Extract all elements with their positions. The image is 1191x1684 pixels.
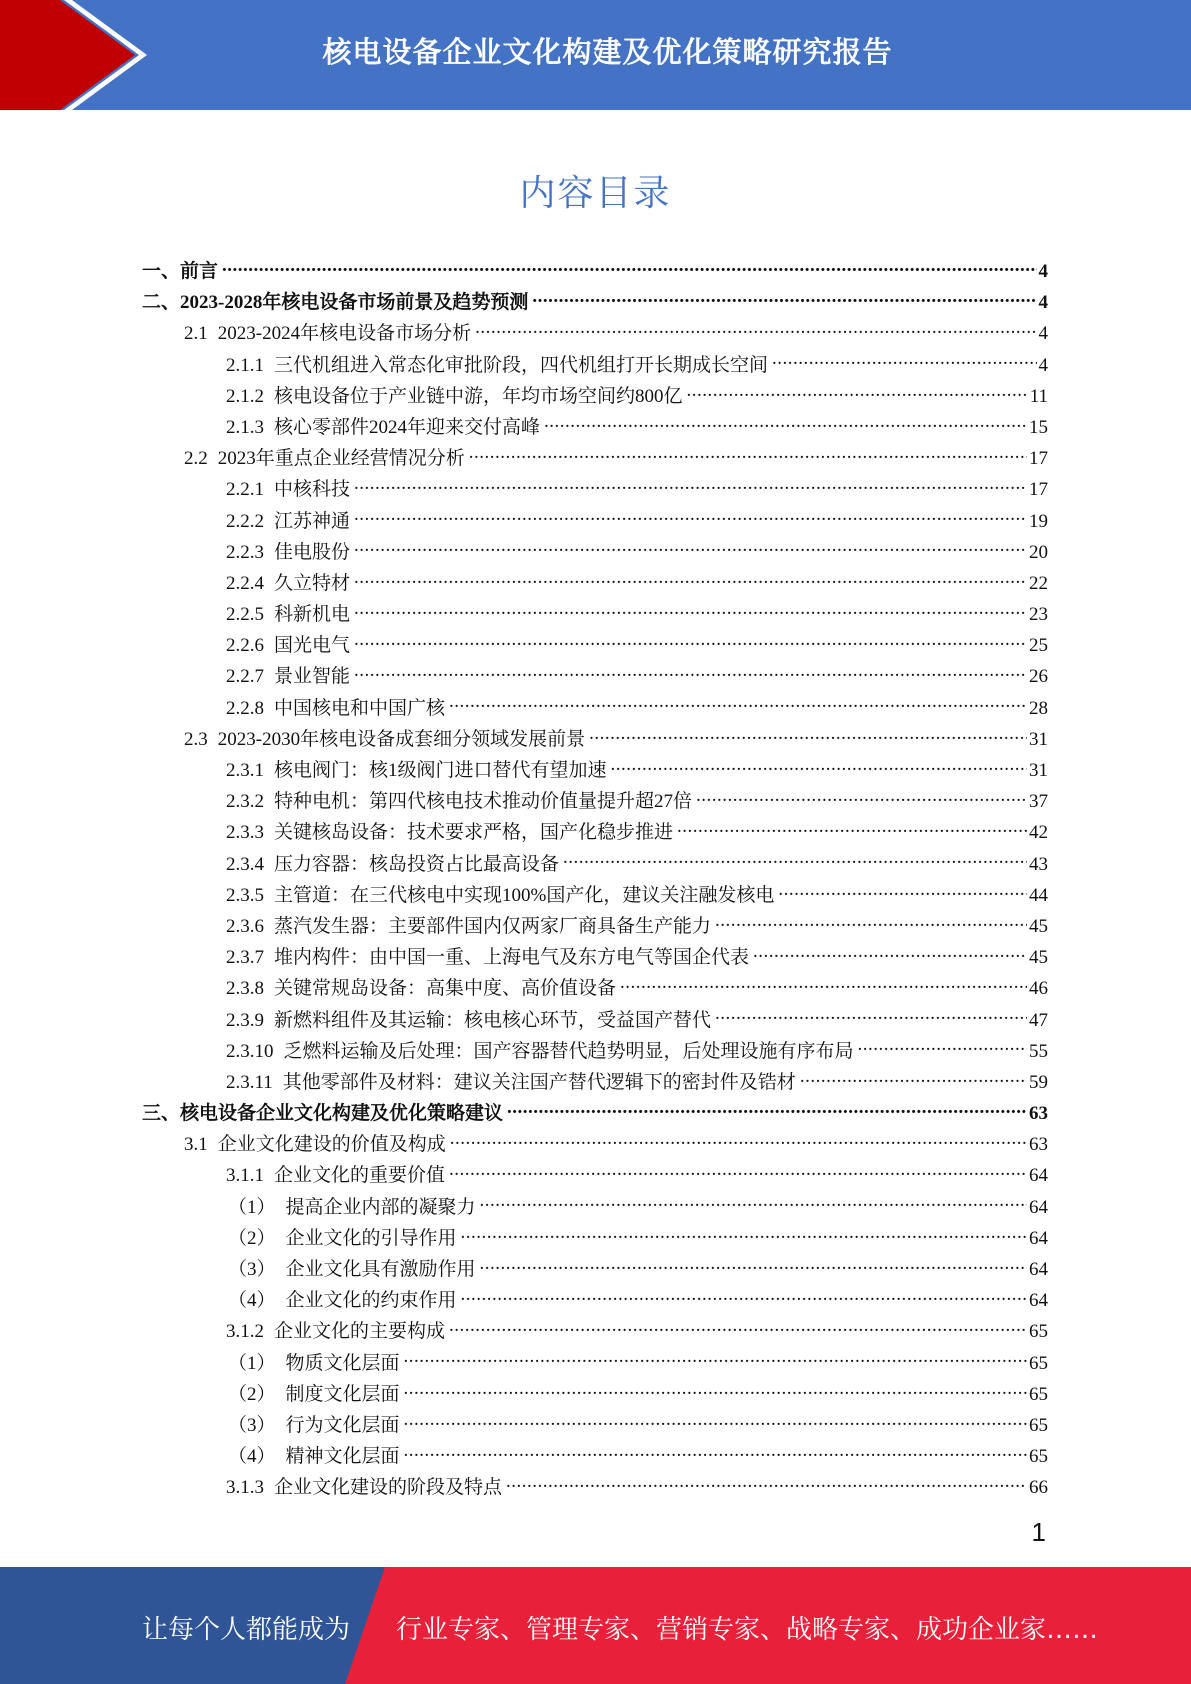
toc-entry-number: 三、 xyxy=(142,1103,181,1125)
toc-dot-leader xyxy=(480,1194,1027,1213)
toc-entry-number: 3.1.2 xyxy=(226,1321,264,1343)
toc-dot-leader xyxy=(222,258,1036,277)
toc-entry-page: 11 xyxy=(1029,385,1048,407)
toc-entry-page: 65 xyxy=(1029,1414,1048,1436)
report-title: 核电设备企业文化构建及优化策略研究报告 xyxy=(322,35,893,69)
toc-entry-page: 65 xyxy=(1029,1321,1048,1343)
toc-entry-number: 2.3.3 xyxy=(226,822,264,844)
toc-dot-leader xyxy=(354,570,1027,589)
toc-entry[interactable] xyxy=(142,474,1048,505)
toc-entry-page: 43 xyxy=(1029,853,1048,875)
toc-entry[interactable] xyxy=(142,1410,1048,1441)
toc-entry-number: 2.2.5 xyxy=(226,604,264,626)
toc-entry-page: 64 xyxy=(1029,1196,1048,1218)
toc-entry-title: 核电阀门：核1级阀门进口替代有望加速 xyxy=(274,760,607,781)
toc-entry[interactable] xyxy=(142,537,1048,568)
toc-entry-number: 2.1 xyxy=(184,323,208,345)
toc-entry[interactable] xyxy=(142,1067,1048,1098)
toc-entry[interactable] xyxy=(142,661,1048,692)
toc-entry-page: 66 xyxy=(1029,1477,1048,1499)
toc-entry-number: 二、 xyxy=(142,292,181,314)
toc-entry[interactable] xyxy=(142,911,1048,942)
toc-heading: 内容目录 xyxy=(519,173,672,214)
toc-entry-number: 2.2.7 xyxy=(226,666,264,688)
toc-entry-number: 2.3.5 xyxy=(226,884,264,906)
toc-entry-number: 3.1 xyxy=(184,1134,208,1156)
toc-entry-title: 提高企业内部的凝聚力 xyxy=(285,1196,476,1218)
toc-entry-title: 关键常规岛设备：高集中度、高价值设备 xyxy=(274,978,617,1000)
toc-dot-leader xyxy=(450,1131,1027,1150)
toc-entry[interactable] xyxy=(142,1098,1048,1129)
toc-entry[interactable] xyxy=(142,1005,1048,1036)
toc-entry-page: 25 xyxy=(1029,635,1048,657)
toc-entry-number: （3） xyxy=(228,1414,276,1436)
toc-entry-title: 企业文化具有激励作用 xyxy=(285,1259,476,1280)
toc-entry-title: 企业文化的重要价值 xyxy=(274,1165,446,1187)
toc-entry-title: 行为文化层面 xyxy=(285,1414,400,1436)
toc-entry-number: 2.3.7 xyxy=(226,947,264,969)
toc-entry[interactable] xyxy=(142,630,1048,661)
toc-entry-title: 中核科技 xyxy=(274,479,351,501)
report-header-banner xyxy=(0,0,1191,110)
toc-entry-number: 2.2 xyxy=(184,448,208,470)
toc-dot-leader xyxy=(461,1225,1027,1244)
toc-entry-number: 2.3.6 xyxy=(226,915,264,937)
toc-entry-title: 2023-2030年核电设备成套细分领域发展前景 xyxy=(217,728,586,750)
toc-entry-number: 2.2.1 xyxy=(226,479,264,501)
toc-entry-title: 国光电气 xyxy=(274,635,351,657)
toc-entry-title: 企业文化的主要构成 xyxy=(274,1321,446,1343)
toc-entry-title: 企业文化建设的阶段及特点 xyxy=(274,1477,503,1499)
toc-entry-number: （1） xyxy=(228,1196,276,1218)
toc-entry-page: 65 xyxy=(1029,1446,1048,1468)
toc-entry-page: 45 xyxy=(1029,947,1048,969)
toc-entry-title: 久立特材 xyxy=(274,572,351,594)
toc-entry-title: 江苏神通 xyxy=(274,510,351,532)
page-number: 1 xyxy=(1031,1517,1046,1547)
toc-entry[interactable] xyxy=(142,1254,1048,1285)
toc-entry-page: 28 xyxy=(1029,697,1048,719)
toc-entry[interactable] xyxy=(142,1285,1048,1316)
toc-entry-page: 15 xyxy=(1029,416,1048,438)
toc-entry-number: 2.3.10 xyxy=(226,1040,274,1062)
toc-dot-leader xyxy=(715,1007,1027,1026)
toc-dot-leader xyxy=(589,726,1027,745)
toc-entry[interactable] xyxy=(142,693,1048,724)
toc-dot-leader xyxy=(715,913,1027,932)
toc-entry-number: 2.3.1 xyxy=(226,760,264,781)
toc-dot-leader xyxy=(506,1474,1027,1493)
toc-dot-leader xyxy=(687,383,1028,402)
toc-entry-number: 2.3.11 xyxy=(226,1071,273,1093)
toc-dot-leader xyxy=(354,539,1027,558)
toc-entry[interactable] xyxy=(142,973,1048,1004)
toc-dot-leader xyxy=(354,632,1027,651)
toc-entry-title: 核电设备位于产业链中游，年均市场空间约800亿 xyxy=(274,385,683,407)
toc-entry-title: 2023-2024年核电设备市场分析 xyxy=(217,323,472,345)
toc-entry-page: 64 xyxy=(1029,1290,1048,1312)
toc-entry-page: 59 xyxy=(1029,1071,1048,1093)
toc-entry-page: 19 xyxy=(1029,510,1048,532)
toc-dot-leader xyxy=(404,1443,1027,1462)
toc-entry-title: 核电设备企业文化构建及优化策略建议 xyxy=(180,1103,504,1125)
toc-entry-page: 65 xyxy=(1029,1352,1048,1374)
toc-entry-page: 64 xyxy=(1029,1259,1048,1280)
toc-dot-leader xyxy=(532,289,1036,308)
toc-dot-leader xyxy=(772,352,1036,371)
toc-entry-number: 2.3.9 xyxy=(226,1009,264,1031)
footer-banner xyxy=(0,1567,1191,1684)
toc-dot-leader xyxy=(696,788,1027,807)
toc-dot-leader xyxy=(544,414,1027,433)
toc-dot-leader xyxy=(354,663,1027,682)
toc-entry-number: （3） xyxy=(228,1259,276,1280)
toc-entry[interactable] xyxy=(142,318,1048,349)
toc-entry[interactable] xyxy=(142,412,1048,443)
toc-entry-title: 制度文化层面 xyxy=(285,1383,400,1405)
toc-entry-number: 2.3 xyxy=(184,728,208,750)
toc-entry-title: 科新机电 xyxy=(274,604,351,626)
table-of-contents xyxy=(142,256,1048,1504)
toc-entry-title: 2023-2028年核电设备市场前景及趋势预测 xyxy=(180,292,529,314)
toc-entry-page: 4 xyxy=(1038,323,1048,345)
toc-dot-leader xyxy=(354,601,1027,620)
toc-entry[interactable] xyxy=(142,1129,1048,1160)
toc-dot-leader xyxy=(778,882,1027,901)
toc-entry-page: 63 xyxy=(1029,1103,1048,1125)
toc-entry-number: 2.2.4 xyxy=(226,572,264,594)
toc-dot-leader xyxy=(753,944,1027,963)
toc-entry-number: 3.1.1 xyxy=(226,1165,264,1187)
toc-dot-leader xyxy=(475,320,1036,339)
toc-entry-title: 其他零部件及材料：建议关注国产替代逻辑下的密封件及锆材 xyxy=(282,1071,796,1093)
toc-dot-leader xyxy=(449,1162,1027,1181)
toc-entry-title: 新燃料组件及其运输：核电核心环节，受益国产替代 xyxy=(274,1009,712,1031)
toc-entry[interactable] xyxy=(142,1192,1048,1223)
toc-entry-page: 65 xyxy=(1029,1383,1048,1405)
toc-entry[interactable] xyxy=(142,506,1048,537)
toc-entry-page: 23 xyxy=(1029,604,1048,626)
toc-entry[interactable] xyxy=(142,1379,1048,1410)
toc-entry[interactable] xyxy=(142,443,1048,474)
toc-entry-number: 一、 xyxy=(142,261,181,282)
toc-entry-number: （4） xyxy=(228,1290,276,1312)
toc-entry-title: 2023年重点企业经营情况分析 xyxy=(217,448,465,470)
toc-entry-page: 47 xyxy=(1029,1009,1048,1031)
toc-entry-page: 45 xyxy=(1029,915,1048,937)
toc-dot-leader xyxy=(449,695,1027,714)
toc-dot-leader xyxy=(469,445,1027,464)
toc-entry[interactable] xyxy=(142,786,1048,817)
toc-entry[interactable] xyxy=(142,568,1048,599)
toc-entry-page: 64 xyxy=(1029,1227,1048,1249)
toc-dot-leader xyxy=(507,1100,1027,1119)
toc-entry[interactable] xyxy=(142,942,1048,973)
toc-entry-title: 精神文化层面 xyxy=(285,1446,400,1468)
toc-entry-number: （2） xyxy=(228,1383,276,1405)
toc-entry-title: 堆内构件：由中国一重、上海电气及东方电气等国企代表 xyxy=(274,947,750,969)
toc-dot-leader xyxy=(611,757,1027,776)
toc-entry[interactable] xyxy=(142,849,1048,880)
toc-entry-number: 2.3.4 xyxy=(226,853,264,875)
toc-dot-leader xyxy=(354,508,1027,527)
toc-entry[interactable] xyxy=(142,1472,1048,1503)
toc-entry-number: 2.2.2 xyxy=(226,510,264,532)
toc-entry[interactable] xyxy=(142,880,1048,911)
toc-dot-leader xyxy=(404,1412,1027,1431)
toc-entry-page: 31 xyxy=(1029,728,1048,750)
toc-entry-page: 26 xyxy=(1029,666,1048,688)
toc-entry-page: 37 xyxy=(1029,791,1048,813)
toc-dot-leader xyxy=(404,1350,1027,1369)
toc-entry[interactable] xyxy=(142,817,1048,848)
footer-slogan-left: 让每个人都能成为 xyxy=(142,1615,351,1645)
toc-dot-leader xyxy=(677,819,1027,838)
toc-entry[interactable] xyxy=(142,599,1048,630)
toc-entry-number: （4） xyxy=(228,1446,276,1468)
toc-entry[interactable] xyxy=(142,287,1048,318)
toc-entry-page: 4 xyxy=(1038,261,1048,282)
toc-entry[interactable] xyxy=(142,724,1048,755)
toc-entry-title: 特种电机：第四代核电技术推动价值量提升超27倍 xyxy=(274,791,693,813)
toc-entry-number: 2.2.8 xyxy=(226,697,264,719)
toc-entry-title: 企业文化的约束作用 xyxy=(285,1290,457,1312)
toc-entry-title: 乏燃料运输及后处理：国产容器替代趋势明显，后处理设施有序布局 xyxy=(283,1040,854,1062)
toc-entry-number: （2） xyxy=(228,1227,276,1249)
toc-entry-title: 前言 xyxy=(180,261,219,282)
toc-entry-page: 46 xyxy=(1029,978,1048,1000)
toc-entry-page: 4 xyxy=(1038,354,1048,376)
toc-entry-number: 2.1.1 xyxy=(226,354,264,376)
toc-dot-leader xyxy=(354,476,1027,495)
toc-entry-title: 核心零部件2024年迎来交付高峰 xyxy=(274,416,541,438)
toc-entry-page: 64 xyxy=(1029,1165,1048,1187)
toc-dot-leader xyxy=(480,1256,1027,1275)
footer-slogan-right: 行业专家、管理专家、营销专家、战略专家、成功企业家…… xyxy=(396,1615,1099,1645)
toc-entry-number: 2.1.3 xyxy=(226,416,264,438)
toc-entry-page: 20 xyxy=(1029,541,1048,563)
toc-entry-page: 42 xyxy=(1029,822,1048,844)
toc-entry[interactable] xyxy=(142,1223,1048,1254)
toc-dot-leader xyxy=(563,851,1027,870)
toc-entry-title: 佳电股份 xyxy=(274,541,351,563)
toc-entry[interactable] xyxy=(142,1036,1048,1067)
toc-entry-title: 关键核岛设备：技术要求严格，国产化稳步推进 xyxy=(274,822,674,844)
toc-dot-leader xyxy=(800,1069,1027,1088)
toc-entry[interactable] xyxy=(142,350,1048,381)
toc-entry-number: 2.3.8 xyxy=(226,978,264,1000)
toc-entry[interactable] xyxy=(142,1441,1048,1472)
toc-entry[interactable] xyxy=(142,1160,1048,1191)
toc-entry-page: 63 xyxy=(1029,1134,1048,1156)
toc-entry-number: 2.2.6 xyxy=(226,635,264,657)
toc-entry-number: （1） xyxy=(228,1352,276,1374)
toc-entry-page: 4 xyxy=(1038,292,1048,314)
toc-entry-title: 企业文化建设的价值及构成 xyxy=(217,1134,446,1156)
toc-entry[interactable] xyxy=(142,381,1048,412)
toc-entry-page: 44 xyxy=(1029,884,1048,906)
toc-entry-title: 三代机组进入常态化审批阶段，四代机组打开长期成长空间 xyxy=(274,354,769,376)
toc-entry-title: 景业智能 xyxy=(274,666,351,688)
toc-entry[interactable] xyxy=(142,1348,1048,1379)
toc-dot-leader xyxy=(620,975,1027,994)
toc-dot-leader xyxy=(449,1318,1027,1337)
toc-entry-number: 2.3.2 xyxy=(226,791,264,813)
toc-dot-leader xyxy=(858,1038,1027,1057)
toc-entry-page: 17 xyxy=(1029,448,1048,470)
toc-entry[interactable] xyxy=(142,1316,1048,1347)
toc-entry[interactable] xyxy=(142,256,1048,287)
toc-entry-title: 蒸汽发生器：主要部件国内仅两家厂商具备生产能力 xyxy=(274,915,712,937)
toc-entry-title: 主管道：在三代核电中实现100%国产化，建议关注融发核电 xyxy=(274,884,775,906)
toc-entry-number: 2.2.3 xyxy=(226,541,264,563)
toc-entry-page: 17 xyxy=(1029,479,1048,501)
toc-dot-leader xyxy=(461,1287,1027,1306)
toc-entry-title: 企业文化的引导作用 xyxy=(285,1227,457,1249)
toc-entry-title: 中国核电和中国广核 xyxy=(274,697,446,719)
toc-entry-number: 3.1.3 xyxy=(226,1477,264,1499)
toc-entry-title: 物质文化层面 xyxy=(285,1352,400,1374)
toc-dot-leader xyxy=(404,1381,1027,1400)
toc-entry-page: 55 xyxy=(1029,1040,1048,1062)
toc-entry-title: 压力容器：核岛投资占比最高设备 xyxy=(274,853,560,875)
toc-entry-page: 22 xyxy=(1029,572,1048,594)
toc-entry-number: 2.1.2 xyxy=(226,385,264,407)
toc-entry[interactable] xyxy=(142,755,1048,786)
toc-entry-page: 31 xyxy=(1029,760,1048,781)
